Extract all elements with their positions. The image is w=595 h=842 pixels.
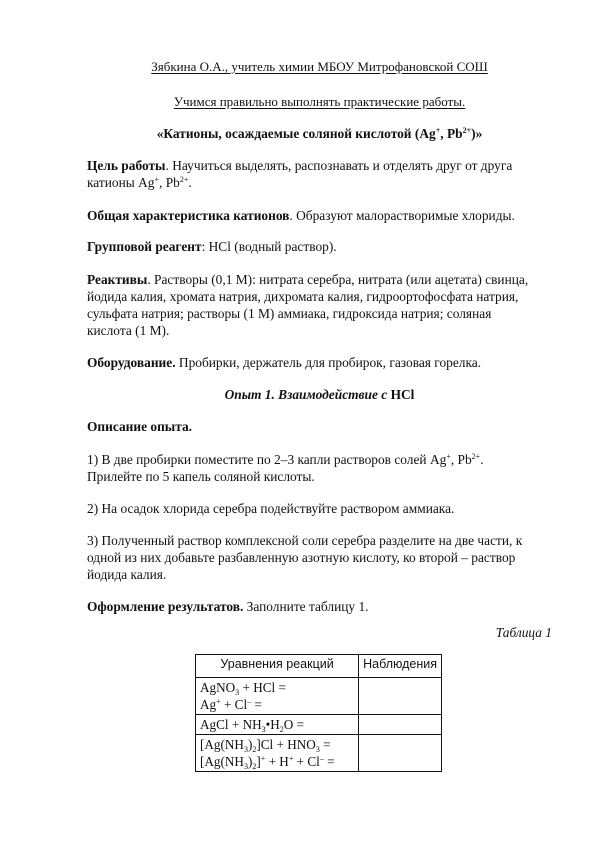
equation: Ag+ + Cl– = <box>200 697 262 712</box>
reagents-line4: кислота (1 М). <box>87 323 170 338</box>
equation: $[Ag(NH_3)_2]^+ + H^+ + Cl^-$ = <box>200 754 335 771</box>
equation: $[Ag(NH_3)_2]Cl + HNO_3$ = <box>200 737 331 754</box>
equation-cell <box>196 715 359 735</box>
equation-cell <box>196 678 359 715</box>
goal-paragraph: Цель работы. Научиться выделять, распознавать и отделять друг от друга <box>87 158 513 173</box>
column-header-observations: Наблюдения <box>359 655 442 678</box>
table-row <box>196 678 442 715</box>
goal-paragraph-line2: катионы Ag+, $Pb^{2+}$. <box>87 175 192 190</box>
author-line: Зябкина О.А., учитель химии МБОУ Митрофановской СОШ <box>151 59 488 74</box>
equation-cell <box>196 735 359 772</box>
table-row <box>196 715 442 735</box>
table-row <box>196 735 442 772</box>
step1-line1: 1) В две пробирки поместите по 2–3 капли растворов солей Ag+, $Pb^{2+}$. <box>87 452 484 467</box>
step2: 2) На осадок хлорида серебра подействуйте раствором аммиака. <box>87 501 455 516</box>
equation: AgNO$_3$ + HCl = <box>200 680 286 697</box>
reagents-line1: Реактивы. Растворы (0,1 М): нитрата серебра, нитрата (или ацетата) свинца, <box>87 272 529 287</box>
column-header-equations: Уравнения реакций <box>196 655 359 678</box>
group-reagent-paragraph: Групповой реагент: HCl (водный раствор). <box>87 239 337 254</box>
description-heading: Описание опыта. <box>87 419 193 434</box>
step3-line1: 3) Полученный раствор комплексной соли серебра разделите на две части, к <box>87 533 523 548</box>
reagents-line3: сульфата натрия; растворы (1 М) аммиака, гидроксида натрия; соляная <box>87 306 492 321</box>
subtitle: Учимся правильно выполнять практические работы. <box>173 94 466 109</box>
step3-line2: одной из них добавьте разбавленную азотную кислоту, ко второй – раствор <box>87 550 516 565</box>
reagents-line2: йодида калия, хромата натрия, дихромата калия, гидроортофосфата натрия, <box>87 289 519 304</box>
observation-cell[interactable] <box>359 715 442 735</box>
experiment-title: Опыт 1. Взаимодействие с HCl <box>224 387 415 402</box>
equation: AgCl + $NH_3•H_2O$ = <box>200 717 305 734</box>
results-table <box>195 654 442 772</box>
topic-title: «Катионы, осаждаемые соляной кислотой (Ag+, $Pb^{2+}$)» <box>156 126 483 141</box>
observation-cell[interactable] <box>359 735 442 772</box>
step1-line2: Прилейте по 5 капель соляной кислоты. <box>87 469 315 484</box>
table-header-row <box>196 655 442 678</box>
results-paragraph: Оформление результатов. Заполните таблицу 1. <box>87 599 369 614</box>
equipment-paragraph: Оборудование. Пробирки, держатель для пробирок, газовая горелка. <box>87 355 482 370</box>
general-paragraph: Общая характеристика катионов. Образуют малорастворимые хлориды. <box>87 208 515 223</box>
step3-line3: йодида калия. <box>87 567 167 582</box>
observation-cell[interactable] <box>359 678 442 715</box>
table-caption: Таблица 1 <box>495 625 552 640</box>
